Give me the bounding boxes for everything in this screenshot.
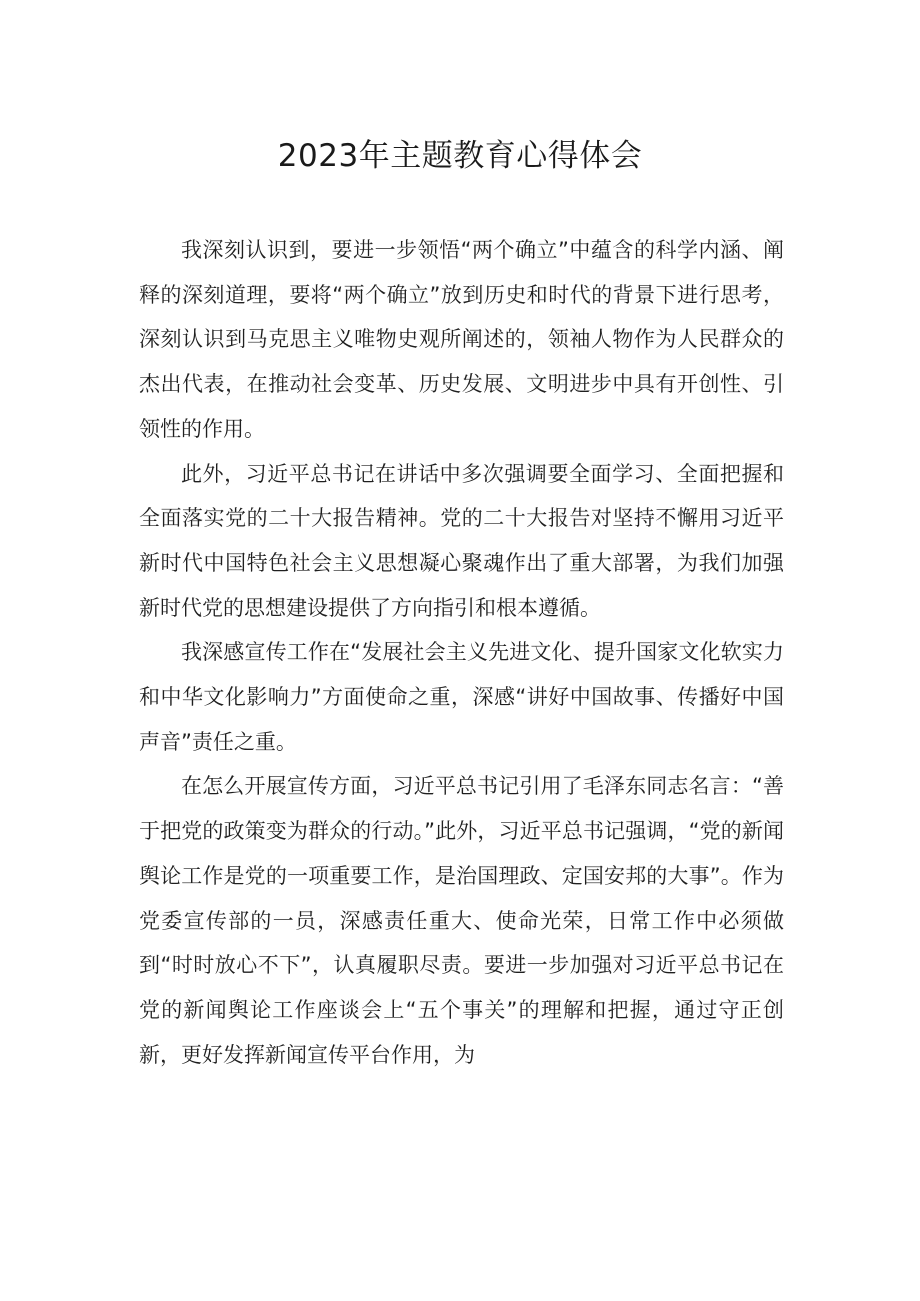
paragraph-1: 我深刻认识到，要进一步领悟“两个确立”中蕴含的科学内涵、阐释的深刻道理，要将“两个确立”放到历史和时代的背景下进行思考，深刻认识到马克思主义唯物史观所阐述的，领袖人物作为人民群众的杰出代表，在推动社会变革、历史发展、文明进步中具有开创性、引领性的作用。 [139, 238, 784, 441]
document-body [139, 228, 784, 1077]
paragraph-4: 在怎么开展宣传方面，习近平总书记引用了毛泽东同志名言：“善于把党的政策变为群众的行动。”此外，习近平总书记强调，“党的新闻舆论工作是党的一项重要工作，是治国理政、定国安邦的大事”。作为党委宣传部的一员，深感责任重大、使命光荣，日常工作中必须做到“时时放心不下”，认真履职尽责。要进一步加强对习近平总书记在党的新闻舆论工作座谈会上“五个事关”的理解和把握，通过守正创新，更好发挥新闻宣传平台作用，为 [139, 774, 784, 1067]
paragraph-2: 此外，习近平总书记在讲话中多次强调要全面学习、全面把握和全面落实党的二十大报告精神。党的二十大报告对坚持不懈用习近平新时代中国特色社会主义思想凝心聚魂作出了重大部署，为我们加强新时代党的思想建设提供了方向指引和根本遵循。 [139, 461, 784, 620]
document-title: 2023年主题教育心得体会 [277, 138, 643, 174]
paragraph-3: 我深感宣传工作在“发展社会主义先进文化、提升国家文化软实力和中华文化影响力”方面使命之重，深感“讲好中国故事、传播好中国声音”责任之重。 [139, 640, 784, 754]
